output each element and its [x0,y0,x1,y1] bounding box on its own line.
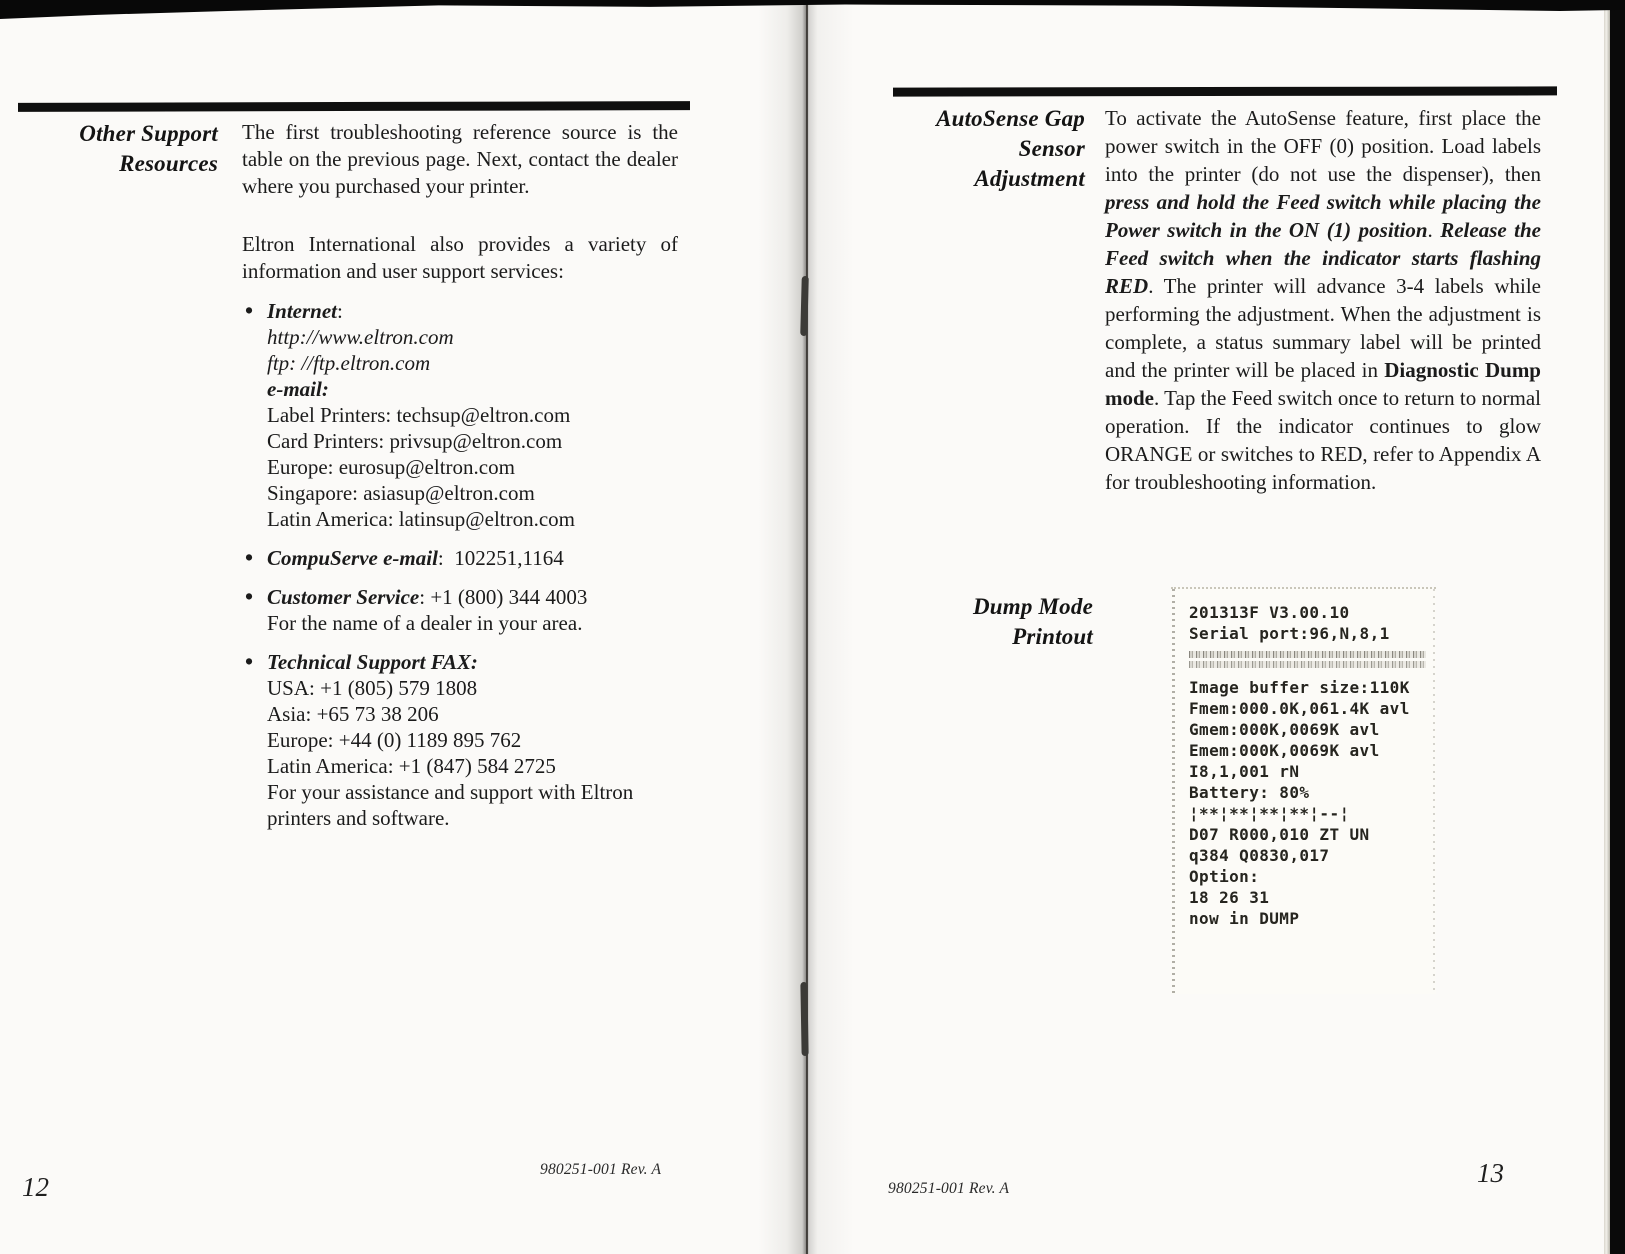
printout-line: Image buffer size:110K [1189,678,1410,697]
section-rule [18,101,690,112]
page-number-left: 12 [22,1172,49,1202]
autosense-section [903,104,1541,496]
section-heading-autosense: AutoSense Gap Sensor Adjustment [936,106,1085,191]
other-support-section [40,119,678,831]
section-body-column [242,119,678,831]
printout-line: 201313F V3.00.10 [1189,603,1350,622]
section-label-column [903,104,1085,496]
printout-line: Gmem:000K,0069K avl [1189,720,1380,739]
printout-line: Serial port:96,N,8,1 [1189,624,1390,643]
autosense-paragraph: To activate the AutoSense feature, first place the power switch in the OFF (0) position. Load labels into the printer (do not use the dispenser), then press and hold the Feed switch while placing the Power switch in the ON (1) position. Release the Feed switch when the indicator starts flashing RED. The printer will advance 3-4 labels while performing the adjustment. When the adjustment is complete, a status summary label will be printed and the printer will be placed in Diagnostic Dump mode. Tap the Feed switch once to return to normal operation. If the indicator continues to glow ORANGE or switches to RED, refer to Appendix A for troubleshooting information. [1105,106,1541,494]
printout-header-lines [1189,602,1430,644]
dump-printout-receipt [1171,587,1436,994]
services-paragraph: Eltron International also provides a variety of information and user support services: [242,232,678,283]
printout-line: now in DUMP [1189,909,1300,928]
section-label-column [40,119,218,831]
printout-line: Emem:000K,0069K avl [1189,741,1380,760]
doc-ref-left: 980251-001 Rev. A [540,1161,662,1178]
page-number-right: 13 [1477,1158,1504,1188]
printout-line: 18 26 31 [1189,888,1270,907]
support-list-item: • CompuServe e-mail: 102251,1164 [242,545,678,571]
support-list-item: • Technical Support FAX: USA: +1 (805) 579 1808 Asia: +65 73 38 206 Europe: +44 (0) 1189 895 762 Latin America: +1 (847) 584 2725 For your assistance and support with Eltron printers and software. [242,649,678,831]
printout-line: ¦**¦**¦**¦**¦--¦ [1189,804,1350,823]
support-list-item: • Internet: http://www.eltron.com ftp: //ftp.eltron.com e-mail: Label Printers: techsup@eltron.com Card Printers: privsup@eltron.com Europe: eurosup@eltron.com Singapore: asiasup@eltron.com Latin America: latinsup@eltron.com [242,298,678,532]
printout-line: Option: [1189,867,1260,886]
section-heading-other-support: Other Support Resources [79,121,218,176]
printout-line: D07 R000,010 ZT UN [1189,825,1370,844]
section-body-column [1105,104,1541,496]
doc-ref-right: 980251-001 Rev. A [888,1180,1010,1197]
printout-body-lines [1189,677,1430,929]
staple-mark-bottom [800,982,808,1056]
intro-paragraph: The first troubleshooting reference source is the table on the previous page. Next, contact the dealer where you purchased your printer. [242,120,678,198]
section-heading-dump-mode: Dump Mode Printout [972,594,1093,649]
scan-edge-right [1610,0,1625,1254]
support-services-list [242,298,678,831]
printout-line: Fmem:000.0K,061.4K avl [1189,699,1410,718]
printout-line: I8,1,001 rN [1189,762,1300,781]
printout-line: q384 Q0830,017 [1189,846,1330,865]
support-list-item: • Customer Service: +1 (800) 344 4003 For the name of a dealer in your area. [242,584,678,636]
book-binding-gutter [758,0,854,1254]
printout-garbled-line [1189,651,1426,669]
printout-line: Battery: 80% [1189,783,1310,802]
section-rule [893,86,1557,96]
